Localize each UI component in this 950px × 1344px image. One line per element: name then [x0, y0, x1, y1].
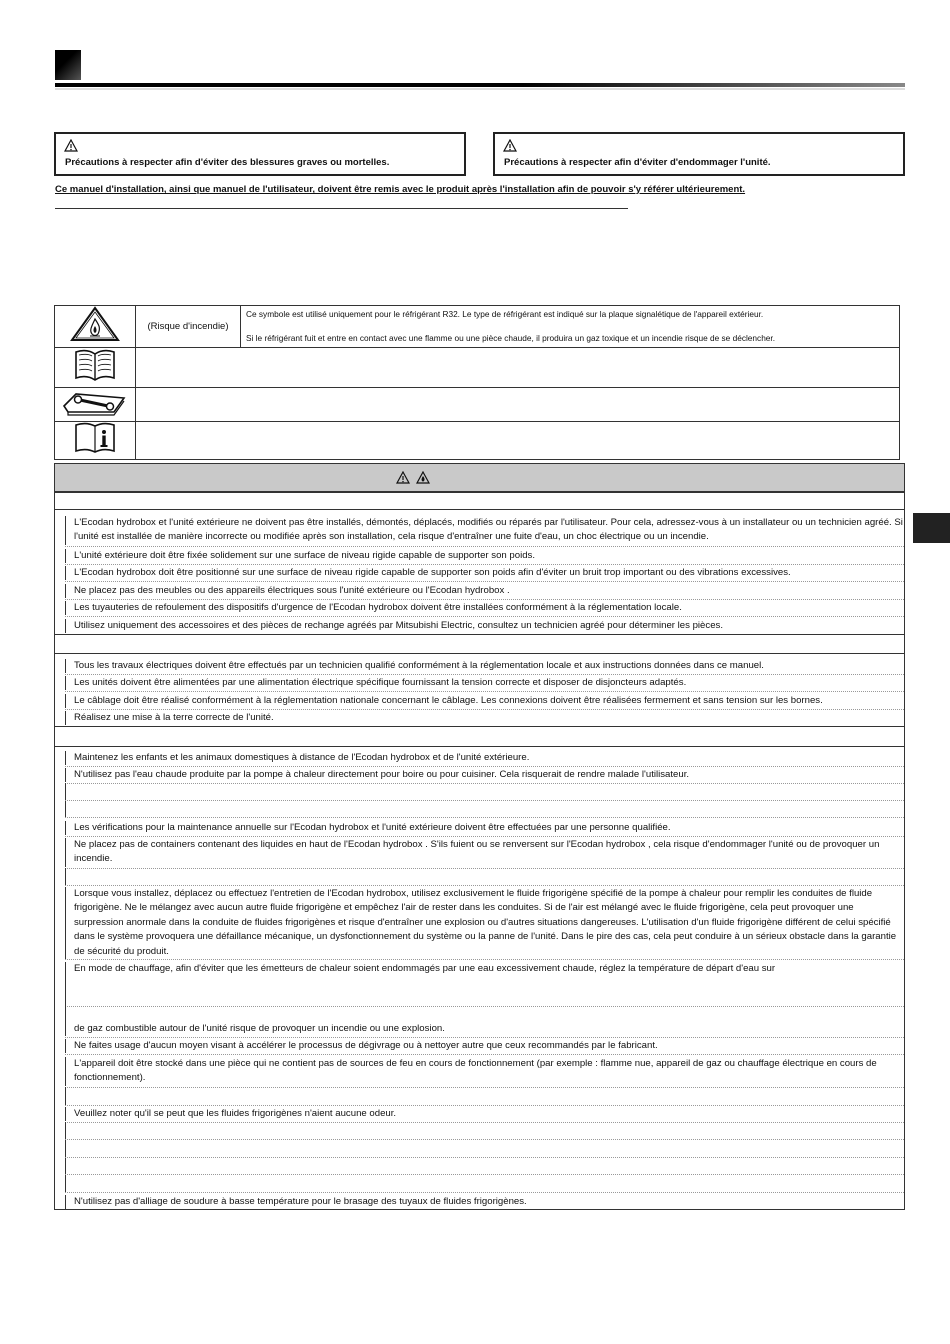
section-divider: [55, 653, 904, 654]
section-divider: [55, 634, 904, 635]
row-separator: [65, 691, 904, 692]
list-item: L'Ecodan hydrobox et l'unité extérieure ne doivent pas être installés, démontés, déplacés, modifiés ou réparés par l'utilisateur. Pour cela, adressez-vous à un installateur ou un technicien agréé. Si l'unité est installée de manière incorrecte ou modifiée après son installation, cela risque d'entraîner une fuite d'eau, un choc électrique ou un incendie.: [65, 516, 903, 545]
empty-row-border: [65, 1087, 66, 1105]
list-item: Les tuyauteries de refoulement des dispositifs d'urgence de l'Ecodan hydrobox doivent être installées conformément à la réglementation locale.: [65, 601, 903, 615]
list-item: N'utilisez pas l'eau chaude produite par la pompe à chaleur directement pour boire ou pour cuisiner. Cela risquerait de rendre malade l'utilisateur.: [65, 768, 903, 782]
warning-triangle-icon: [396, 471, 410, 484]
row-separator: [65, 1037, 904, 1038]
section-divider: [55, 746, 904, 747]
symbol-row: [55, 306, 900, 348]
list-item: Réalisez une mise à la terre correcte de l'unité.: [65, 711, 903, 725]
row-separator: [65, 1122, 904, 1123]
section-marker: [55, 50, 81, 80]
list-item: Maintenez les enfants et les animaux domestiques à distance de l'Ecodan hydrobox et de l'unité extérieure.: [65, 751, 903, 765]
wrench-manual-icon: [62, 388, 128, 416]
row-separator: [65, 564, 904, 565]
warning-box: [54, 132, 466, 176]
divider: [55, 208, 628, 209]
row-separator: [65, 1157, 904, 1158]
open-book-icon: [73, 348, 117, 382]
list-item: Les unités doivent être alimentées par une alimentation électrique spécifique fournissant la tension correcte et disposer de disjoncteurs adaptés.: [65, 676, 903, 690]
empty-row-border: [65, 976, 66, 1006]
row-separator: [65, 1087, 904, 1088]
row-separator: [65, 817, 904, 818]
symbol-description-empty: [136, 348, 900, 388]
symbol-desc-line-1: Ce symbole est utilisé uniquement pour le réfrigérant R32. Le type de réfrigérant est indiqué sur la plaque signalétique de l'appareil extérieur.: [246, 309, 764, 319]
empty-row-border: [65, 868, 66, 885]
symbols-table: [54, 305, 900, 460]
row-separator: [65, 959, 904, 960]
list-item: Ne faites usage d'aucun moyen visant à accélérer le processus de dégivrage ou à nettoyer autre que ceux recommandés par le fabricant.: [65, 1039, 903, 1053]
section-divider: [55, 509, 904, 510]
list-item: Lorsque vous installez, déplacez ou effectuez l'entretien de l'Ecodan hydrobox, utilisez exclusivement le fluide frigorigène spécifié de la pompe à chaleur pour remplir les conduites de fluide frigorigène. Ne le mélangez avec aucun autre fluide frigorigène et empêchez l'air de rester dans les conduites. Si de l'air est mélangé avec le fluide frigorigène, cela peut provoquer une surpression anormale dans la conduite de fluides frigorigènes et risque d'entraîner une explosion ou d'autres situations dangereuses. L'utilisation d'un fluide frigorigène différent de celui spécifié dans le système provoquera une défaillance mécanique, un dysfonctionnement du système ou la panne de l'unité. Dans le pire des cas, cela peut conduire à un sérieux obstacle dans la garantie de sécurité du produit.: [65, 887, 903, 959]
warnings-section: [54, 463, 905, 1210]
list-item: Tous les travaux électriques doivent être effectués par un technicien qualifié conformément à la réglementation locale et aux instructions données dans ce manuel.: [65, 659, 903, 673]
row-separator: [65, 1006, 904, 1007]
symbol-description: [241, 306, 900, 348]
caution-triangle-icon: [503, 139, 517, 152]
symbol-description-empty: [136, 422, 900, 460]
list-item: Le câblage doit être réalisé conformément à la réglementation nationale concernant le câblage. Les connexions doivent être réalisées fermement et sans tension sur les bornes.: [65, 694, 903, 708]
row-separator: [65, 766, 904, 767]
list-item: En mode de chauffage, afin d'éviter que les émetteurs de chaleur soient endommagés par une eau excessivement chaude, réglez la température de départ d'eau sur: [65, 962, 903, 976]
row-separator: [65, 616, 904, 617]
row-separator: [65, 1192, 904, 1193]
list-item: N'utilisez pas d'alliage de soudure à basse température pour le brasage des tuyaux de fluides frigorigènes.: [65, 1195, 903, 1209]
section-side-tab: [913, 513, 950, 543]
list-item: de gaz combustible autour de l'unité risque de provoquer un incendie ou une explosion.: [65, 1022, 903, 1036]
symbol-row: [55, 348, 900, 388]
row-separator: [65, 885, 904, 886]
row-separator: [65, 709, 904, 710]
empty-row-border: [65, 1006, 66, 1022]
flame-warning-icon: [416, 471, 430, 484]
list-item: Les vérifications pour la maintenance annuelle sur l'Ecodan hydrobox et l'unité extérieure doivent être effectuées par une personne qualifiée.: [65, 821, 903, 835]
symbol-description-empty: [136, 388, 900, 422]
list-item: Utilisez uniquement des accessoires et des pièces de rechange agréés par Mitsubishi Electric, consultez un technicien agréé pour déterminer les pièces.: [65, 619, 903, 633]
row-separator: [65, 674, 904, 675]
warning-text: Précautions à respecter afin d'éviter des blessures graves ou mortelles.: [65, 157, 390, 168]
list-item: Ne placez pas de containers contenant des liquides en haut de l'Ecodan hydrobox . S'ils fuient ou se renversent sur l'Ecodan hydrobox , cela risque d'endommager l'unité ou de provoquer un incendie.: [65, 838, 903, 867]
list-item: Veuillez noter qu'il se peut que les fluides frigorigènes n'aient aucune odeur.: [65, 1107, 903, 1121]
list-item: Ne placez pas des meubles ou des appareils électriques sous l'unité extérieure ou l'Ecodan hydrobox .: [65, 584, 903, 598]
list-item: L'unité extérieure doit être fixée solidement sur une surface de niveau rigide capable de supporter son poids.: [65, 549, 903, 563]
caution-text: Précautions à respecter afin d'éviter d'endommager l'unité.: [504, 157, 771, 168]
row-separator: [65, 868, 904, 869]
row-separator: [65, 599, 904, 600]
list-item: L'Ecodan hydrobox doit être positionné sur une surface de niveau rigide capable de supporter son poids afin d'éviter un bruit trop important ou des vibrations excessives.: [65, 566, 903, 580]
symbol-row: [55, 388, 900, 422]
symbol-icon-cell: [55, 306, 136, 348]
warning-triangle-icon: [64, 139, 78, 152]
section-divider: [55, 726, 904, 727]
section-divider: [55, 492, 904, 493]
row-separator: [65, 1139, 904, 1140]
caution-box: [493, 132, 905, 176]
row-separator: [65, 546, 904, 547]
header-rule: [55, 83, 905, 87]
flame-warning-icon: [70, 306, 120, 342]
row-separator: [65, 581, 904, 582]
warnings-header: [55, 464, 904, 492]
symbol-icon-cell: [55, 388, 136, 422]
row-separator: [65, 783, 904, 784]
list-item: L'appareil doit être stocké dans une pièce qui ne contient pas de sources de feu en cours de fonctionnement (par exemple : flamme nue, appareil de gaz ou chauffage électrique en cours de fonctionnement).: [65, 1057, 903, 1086]
row-separator: [65, 800, 904, 801]
header-rule-shadow: [55, 88, 905, 90]
info-manual-icon: [73, 422, 117, 454]
symbol-desc-line-2: Si le réfrigérant fuit et entre en contact avec une flamme ou une pièce chaude, il produira un gaz toxique et un incendie risque de se déclencher.: [246, 333, 776, 344]
symbol-label: (Risque d'incendie): [136, 306, 241, 348]
row-separator: [65, 836, 904, 837]
symbol-row: [55, 422, 900, 460]
row-separator: [65, 1174, 904, 1175]
row-separator: [65, 1105, 904, 1106]
symbol-icon-cell: [55, 348, 136, 388]
manual-notice: Ce manuel d'installation, ainsi que manuel de l'utilisateur, doivent être remis avec le produit après l'installation afin de pouvoir s'y référer ultérieurement.: [55, 184, 746, 195]
symbol-icon-cell: [55, 422, 136, 460]
row-separator: [65, 1054, 904, 1055]
